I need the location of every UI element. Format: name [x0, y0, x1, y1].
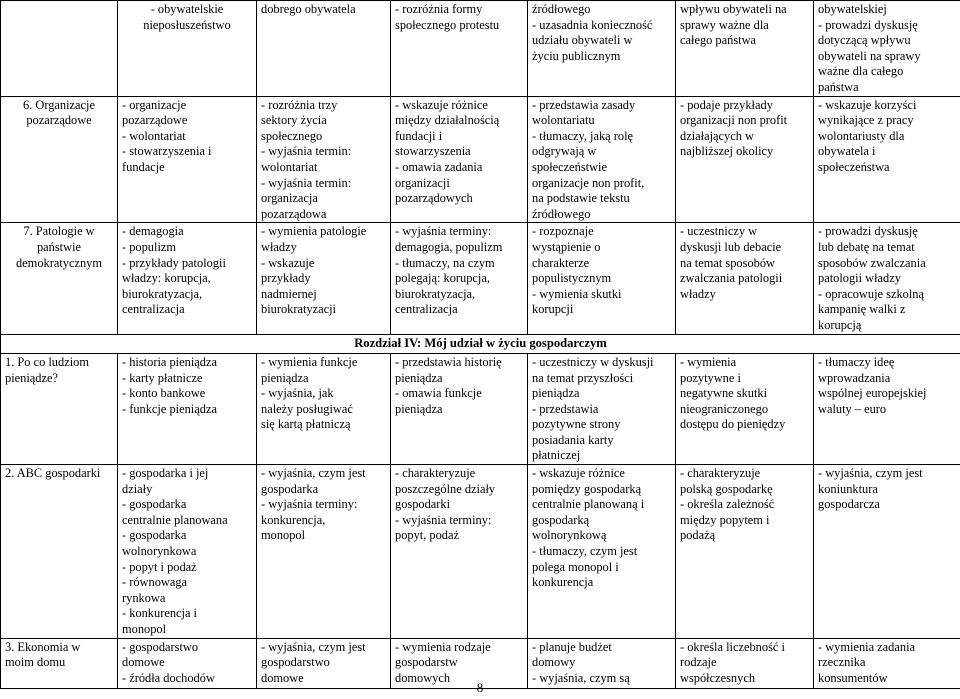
cell-line: wpływu obywateli na [680, 2, 787, 16]
beyond-requirements-cell [676, 1, 814, 97]
beyond-requirements-cell [676, 96, 814, 223]
beyond-requirements-cell [676, 223, 814, 335]
cell-line: źródłowego [532, 2, 591, 16]
cell-line: działy [122, 481, 153, 496]
cell-line: - wskazuje różnice [532, 466, 625, 481]
cell-line: pozarządowe [26, 113, 92, 128]
cell-line: pieniądza [532, 386, 580, 401]
cell-line: centralnie planowaną i [532, 497, 645, 512]
cell-line: wynikające z pracy [818, 113, 914, 128]
cell-line: wolontariusty dla [818, 128, 905, 143]
cell-line: dyskusji lub debacie [680, 239, 782, 254]
cell-line: na temat przyszłości [532, 370, 634, 385]
cell-line: - stowarzyszenia i [122, 144, 212, 159]
cell-line: nieograniczonego [680, 401, 769, 416]
basic-requirements-cell [257, 638, 391, 688]
cell-line: na temat sposobów [680, 255, 775, 270]
cell-line: zwalczania patologii [680, 271, 783, 286]
cell-line: - wyjaśnia, czym jest [261, 639, 366, 654]
content-cell [118, 353, 257, 464]
cell-line: organizacja [261, 191, 318, 206]
table-row [1, 353, 960, 464]
cell-line: biurokratyzacji [261, 302, 336, 317]
table-row [1, 1, 960, 97]
cell-line: - przedstawia [532, 401, 599, 416]
cell-line: gospodarka [261, 481, 319, 496]
cell-line: organizacje non profit, [532, 175, 645, 190]
cell-line: - uczestniczy w dyskusji [532, 354, 654, 369]
cell-line: - wolontariat [122, 128, 186, 143]
cell-line: na podstawie tekstu [532, 191, 630, 206]
cell-line: dobrego obywatela [261, 2, 356, 16]
crossing-requirements-cell [528, 465, 676, 639]
cell-line: płatniczej [532, 448, 581, 463]
cell-line: ważne dla całego [818, 64, 904, 79]
cell-line: koniunktura [818, 481, 878, 496]
cell-line: - omawia zadania [395, 159, 483, 174]
cell-line: demokratycznym [15, 255, 102, 270]
cell-line: centralizacja [122, 302, 185, 317]
cell-line: - konkurencja i [122, 606, 198, 621]
topic-cell [1, 223, 118, 335]
cell-line: - tłumaczy, czym jest [532, 544, 638, 559]
cell-line: organizacji [395, 175, 450, 190]
cell-line: wprowadzania [818, 370, 891, 385]
cell-line: państwie [36, 239, 82, 254]
topic-cell [1, 638, 118, 688]
cell-line: - gospodarka i jej [122, 466, 209, 481]
cell-line: 1. Po co ludziom [5, 354, 89, 369]
cell-line: - przedstawia zasady [532, 97, 636, 112]
topic-cell [1, 465, 118, 639]
cell-line: - wymienia rodzaje [395, 639, 491, 654]
table-row [1, 223, 960, 335]
cell-line: - równowaga [122, 575, 188, 590]
cell-line: konkurencja [532, 575, 594, 590]
cell-line: posiadania karty [532, 432, 614, 447]
extended-requirements-cell [391, 353, 528, 464]
cell-line: korupcją [818, 317, 862, 332]
excellent-requirements-cell [814, 1, 960, 97]
cell-line: - uzasadnia konieczność [532, 17, 653, 32]
cell-line: - wyjaśnia termin: [261, 144, 352, 159]
cell-line: demagogia, populizm [395, 239, 503, 254]
excellent-requirements-cell [814, 353, 960, 464]
cell-line: życiu publicznym [532, 48, 621, 63]
cell-line: społecznego [261, 128, 323, 143]
cell-line: domowe [122, 655, 165, 670]
cell-line: - popyt i podaż [122, 559, 197, 574]
excellent-requirements-cell [814, 638, 960, 688]
cell-line: - konto bankowe [122, 386, 206, 401]
cell-line: domowe [261, 670, 304, 685]
cell-line: - gospodarka [122, 528, 187, 543]
cell-line: obywatela i [818, 144, 876, 159]
cell-line: - wskazuje różnice [395, 97, 488, 112]
cell-line: pozytywne i [680, 370, 741, 385]
cell-line: poszczególne działy [395, 481, 496, 496]
cell-line: władzy [680, 286, 716, 301]
cell-line: się kartą płatniczą [261, 417, 351, 432]
section-row [1, 335, 960, 354]
cell-line: pieniądza [395, 401, 443, 416]
cell-line: władzy [261, 239, 297, 254]
crossing-requirements-cell [528, 223, 676, 335]
cell-line: całego państwa [680, 33, 757, 48]
cell-line: charakterze [532, 255, 590, 270]
table-row [1, 96, 960, 223]
excellent-requirements-cell [814, 96, 960, 223]
cell-line: - historia pieniądza [122, 354, 217, 369]
cell-line: dotyczącą wpływu [818, 33, 911, 48]
cell-line: - wyjaśnia terminy: [395, 512, 492, 527]
cell-line: - wyjaśnia, czym jest [818, 466, 923, 481]
cell-line: - wskazuje korzyści [818, 97, 917, 112]
cell-line: polską gospodarkę [680, 481, 773, 496]
cell-line: gospodarką [532, 512, 590, 527]
cell-line: - tłumaczy, jaką rolę [532, 128, 634, 143]
cell-line: pieniądza [261, 370, 309, 385]
cell-line: - wymienia funkcje [261, 354, 358, 369]
cell-line: 2. ABC gospodarki [5, 466, 101, 481]
cell-line: - wyjaśnia terminy: [395, 224, 492, 239]
content-cell [118, 638, 257, 688]
cell-line: sprawy ważne dla [680, 17, 769, 32]
cell-line: wolontariat [261, 159, 318, 174]
extended-requirements-cell [391, 96, 528, 223]
cell-line: 3. Ekonomia w [5, 639, 81, 654]
cell-line: - wskazuje [261, 255, 315, 270]
cell-line: monopol [122, 622, 167, 636]
cell-line: konkurencja, [261, 512, 326, 527]
cell-line: - funkcje pieniądza [122, 401, 217, 416]
cell-line: - wyjaśnia termin: [261, 175, 352, 190]
cell-line: - podaje przykłady [680, 97, 773, 112]
beyond-requirements-cell [676, 638, 814, 688]
cell-line: - prowadzi dyskusję [818, 17, 918, 32]
cell-line: odgrywają w [532, 144, 597, 159]
excellent-requirements-cell [814, 223, 960, 335]
extended-requirements-cell [391, 465, 528, 639]
cell-line: centralnie planowana [122, 512, 228, 527]
cell-line: pieniądze? [5, 370, 58, 385]
cell-line: - rozróżnia formy [395, 2, 483, 16]
cell-line: - gospodarstwo [122, 639, 199, 654]
cell-line: - uczestniczy w [680, 224, 758, 239]
cell-line: społeczeństwa [818, 159, 890, 174]
cell-line: centralizacja [395, 302, 458, 317]
cell-line: - przedstawia historię [395, 354, 502, 369]
cell-line: gospodarcza [818, 497, 880, 512]
cell-line: konsumentów [818, 670, 888, 685]
cell-line: polegają: korupcja, [395, 271, 490, 286]
cell-line: - wyjaśnia, jak [261, 386, 334, 401]
cell-line: fundacji i [395, 128, 443, 143]
cell-line: najbliższej okolicy [680, 144, 774, 159]
basic-requirements-cell [257, 465, 391, 639]
content-cell [118, 223, 257, 335]
cell-line: waluty – euro [818, 401, 887, 416]
cell-line: moim domu [5, 655, 66, 670]
cell-line: kampanię walki z [818, 302, 906, 317]
cell-line: - wymienia skutki [532, 286, 622, 301]
basic-requirements-cell [257, 1, 391, 97]
basic-requirements-cell [257, 96, 391, 223]
cell-line: - określa zależność [680, 497, 775, 512]
excellent-requirements-cell [814, 465, 960, 639]
cell-line: - rozróżnia trzy [261, 97, 338, 112]
cell-line: wolnorynkową [532, 528, 607, 543]
cell-line: działających w [680, 128, 754, 143]
cell-line: - określa liczebność i [680, 639, 785, 654]
cell-line: nieposłuszeństwo [143, 17, 231, 32]
cell-line: patologii władzy [818, 271, 901, 286]
cell-line: pozarządowa [261, 206, 327, 221]
cell-line: przykłady [261, 271, 311, 286]
cell-line: rynkowa [122, 590, 166, 605]
topic-cell [1, 1, 118, 97]
cell-line: podażą [680, 528, 716, 543]
cell-line: sposobów zwalczania [818, 255, 926, 270]
cell-line: - planuje budżet [532, 639, 612, 654]
topic-cell [1, 96, 118, 223]
cell-line: - wyjaśnia terminy: [261, 497, 358, 512]
crossing-requirements-cell [528, 1, 676, 97]
cell-line: społecznego protestu [395, 17, 500, 32]
extended-requirements-cell [391, 638, 528, 688]
cell-line: dostępu do pieniędzy [680, 417, 786, 432]
cell-line: pozarządowe [122, 113, 188, 128]
cell-line: udziału obywateli w [532, 33, 633, 48]
cell-line: - wymienia patologie [261, 224, 367, 239]
cell-line: - wyjaśnia, czym jest [261, 466, 366, 481]
cell-line: - charakteryzuje [680, 466, 761, 481]
content-cell [118, 1, 257, 97]
cell-line: obywatelskiej [818, 2, 887, 16]
content-cell [118, 96, 257, 223]
cell-line: - gospodarka [122, 497, 187, 512]
cell-line: - omawia funkcje [395, 386, 482, 401]
cell-line: lub debatę na temat [818, 239, 915, 254]
cell-line: biurokratyzacja, [122, 286, 203, 301]
cell-line: - populizm [122, 239, 177, 254]
cell-line: wspólnej europejskiej [818, 386, 927, 401]
cell-line: - tłumaczy, na czym [395, 255, 495, 270]
page-number: 8 [476, 680, 484, 695]
cell-line: gospodarki [395, 497, 451, 512]
cell-line: fundacje [122, 159, 165, 174]
cell-line: organizacji non profit [680, 113, 788, 128]
cell-line: - karty płatnicze [122, 370, 203, 385]
cell-line: - rozpoznaje [532, 224, 594, 239]
crossing-requirements-cell [528, 96, 676, 223]
cell-line: pomiędzy gospodarką [532, 481, 642, 496]
cell-line: - przykłady patologii [122, 255, 226, 270]
cell-line: - opracowuje szkolną [818, 286, 924, 301]
cell-line: między popytem i [680, 512, 770, 527]
cell-line: 6. Organizacje [22, 97, 95, 112]
cell-line: - charakteryzuje [395, 466, 476, 481]
cell-line: pieniądza [395, 370, 443, 385]
extended-requirements-cell [391, 1, 528, 97]
cell-line: obywateli na sprawy [818, 48, 921, 63]
cell-line: biurokratyzacja, [395, 286, 476, 301]
topic-cell [1, 353, 118, 464]
cell-line: - wymienia [680, 354, 737, 369]
cell-line: między działalnością [395, 113, 500, 128]
cell-line: - demagogia [122, 224, 184, 239]
cell-line: pozarządowych [395, 191, 473, 206]
cell-line: wolnorynkowa [122, 544, 197, 559]
cell-line: negatywne skutki [680, 386, 768, 401]
cell-line: domowy [532, 655, 576, 670]
cell-line: państwa [818, 79, 859, 94]
cell-line: - wymienia zadania [818, 639, 916, 654]
beyond-requirements-cell [676, 465, 814, 639]
cell-line: współczesnych [680, 670, 756, 685]
cell-line: popyt, podaż [395, 528, 460, 543]
cell-line: monopol [261, 528, 306, 543]
cell-line: - źródła dochodów [122, 670, 215, 685]
extended-requirements-cell [391, 223, 528, 335]
content-cell [118, 465, 257, 639]
table-row [1, 465, 960, 639]
cell-line: gospodarstw [395, 655, 458, 670]
cell-line: nadmiernej [261, 286, 317, 301]
cell-line: - tłumaczy ideę [818, 354, 895, 369]
cell-line: źródłowego [532, 206, 591, 221]
cell-line: populistycznym [532, 271, 612, 286]
cell-line: pozytywne strony [532, 417, 621, 432]
cell-line: 7. Patologie w [23, 224, 95, 239]
cell-line: rodzaje [680, 655, 717, 670]
basic-requirements-cell [257, 353, 391, 464]
cell-line: społeczeństwie [532, 159, 608, 174]
cell-line: korupcji [532, 302, 574, 317]
crossing-requirements-cell [528, 353, 676, 464]
basic-requirements-cell [257, 223, 391, 335]
cell-line: sektory życia [261, 113, 327, 128]
beyond-requirements-cell [676, 353, 814, 464]
cell-line: wolontariatu [532, 113, 595, 128]
crossing-requirements-cell [528, 638, 676, 688]
section-title: Rozdział IV: Mój udział w życiu gospodarczym [1, 335, 960, 354]
cell-line: polega monopol i [532, 559, 619, 574]
cell-line: - organizacje [122, 97, 187, 112]
cell-line: domowych [395, 670, 451, 685]
cell-line: władzy: korupcja, [122, 271, 211, 286]
cell-line: gospodarstwo [261, 655, 330, 670]
cell-line: wystąpienie o [532, 239, 601, 254]
cell-line: należy posługiwać [261, 401, 353, 416]
cell-line: - wyjaśnia, czym są [532, 670, 630, 685]
cell-line: stowarzyszenia [395, 144, 471, 159]
cell-line: - prowadzi dyskusję [818, 224, 918, 239]
cell-line: rzecznika [818, 655, 866, 670]
cell-line: - obywatelskie [150, 2, 224, 16]
